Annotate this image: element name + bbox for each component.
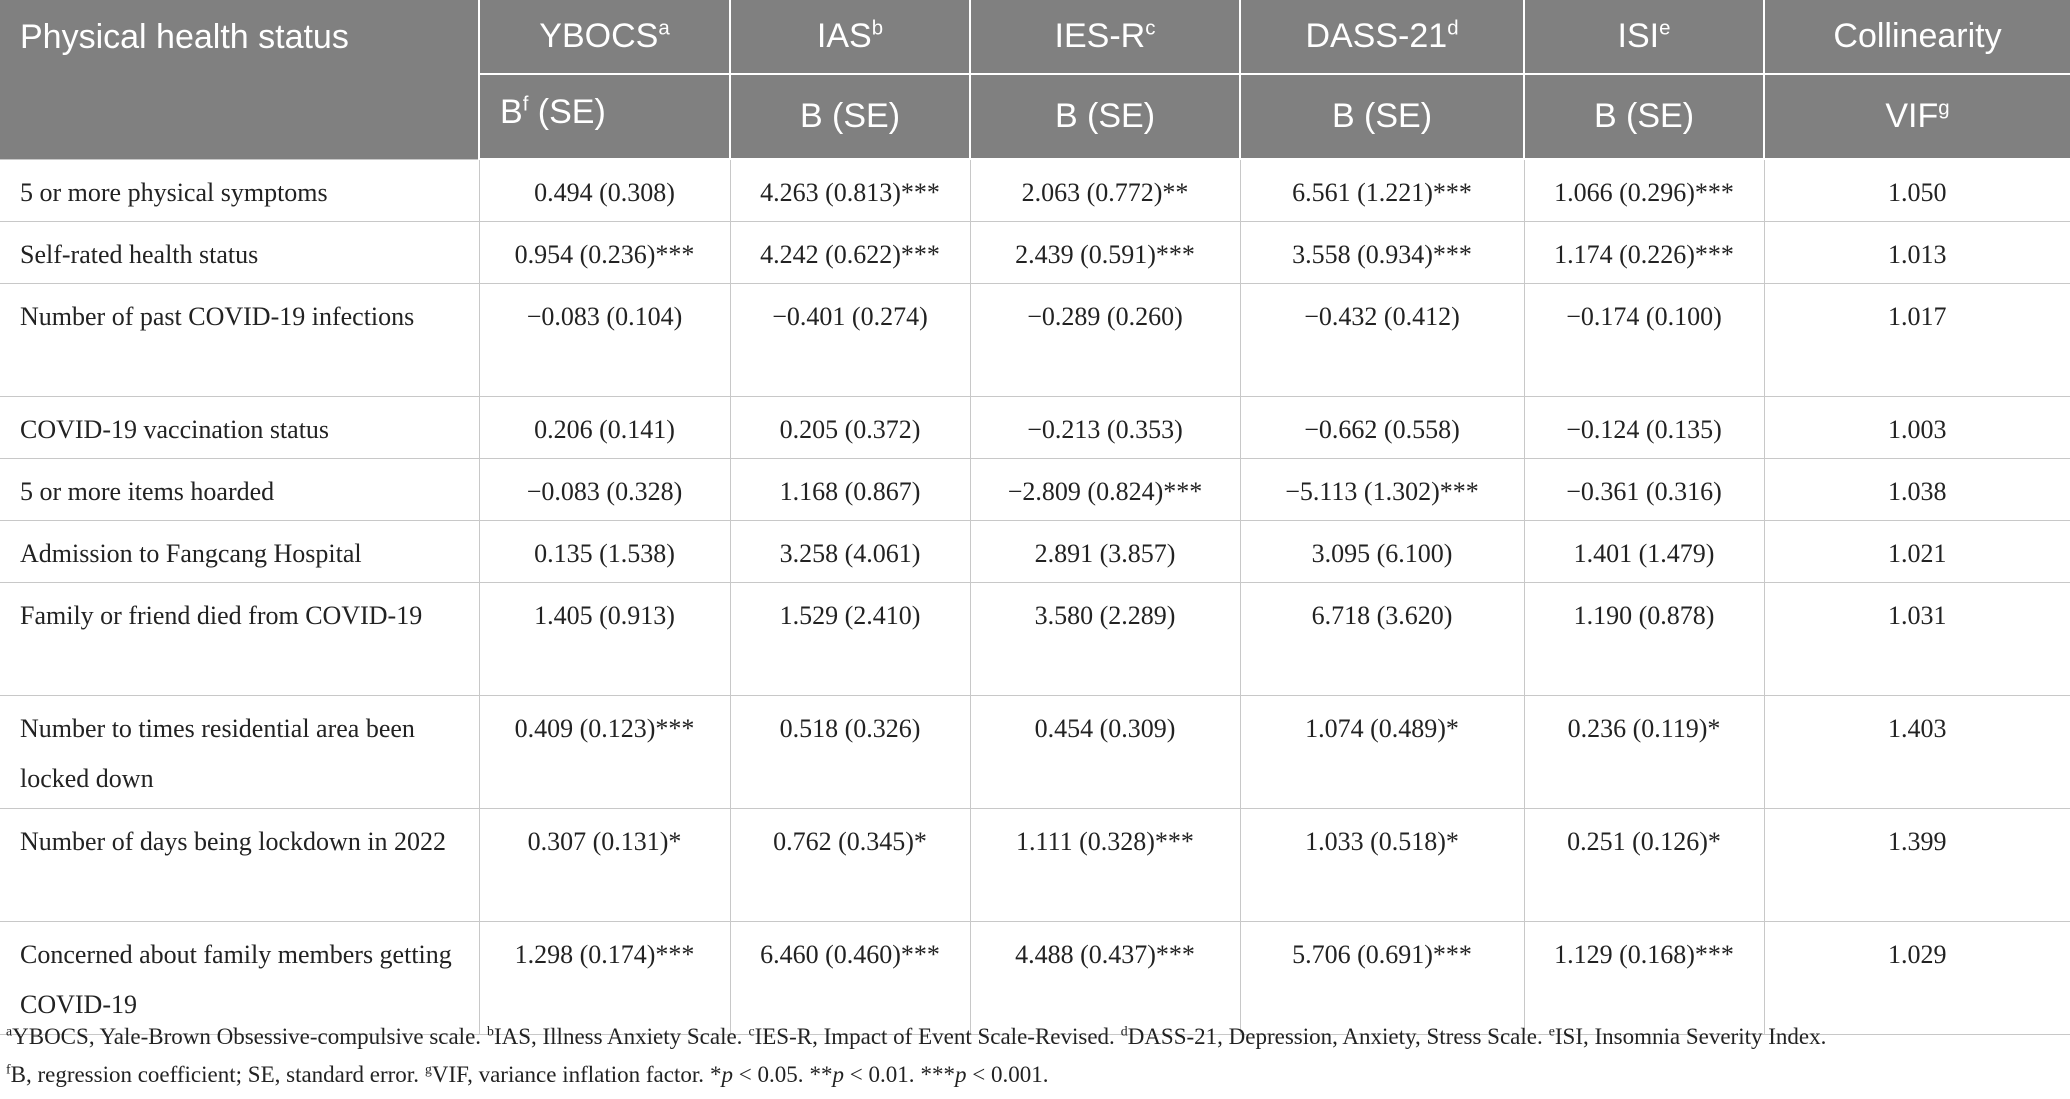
table-cell: 4.242 (0.622)*** (730, 222, 970, 284)
table-cell: 0.762 (0.345)* (730, 809, 970, 922)
table-cell: 1.017 (1764, 284, 2070, 397)
table-cell: −0.289 (0.260) (970, 284, 1240, 397)
table-cell: 5.706 (0.691)*** (1240, 922, 1524, 1035)
table-cell: 1.111 (0.328)*** (970, 809, 1240, 922)
table-cell: 1.029 (1764, 922, 2070, 1035)
footnote-text: ISI, Insomnia Severity Index. (1554, 1024, 1827, 1049)
table-cell: 0.454 (0.309) (970, 696, 1240, 809)
header-dass-21: DASS-21$^d$ (1240, 0, 1524, 74)
significance-stars: *** (920, 1062, 955, 1087)
table-footnotes (6, 1018, 2066, 1094)
table-cell: 6.460 (0.460)*** (730, 922, 970, 1035)
significance-stars: * (710, 1062, 722, 1087)
row-label: Admission to Fangcang Hospital (0, 521, 479, 583)
table-cell: 6.561 (1.221)*** (1240, 159, 1524, 222)
table-row (0, 159, 2070, 222)
subheader-isi-b-se: B (SE) (1524, 74, 1764, 159)
row-label: 5 or more physical symptoms (0, 159, 479, 222)
table-cell: −0.401 (0.274) (730, 284, 970, 397)
table-cell: 1.003 (1764, 397, 2070, 459)
table-cell: 1.399 (1764, 809, 2070, 922)
footnote-line-abbreviations (6, 1018, 2066, 1056)
table-cell: 1.298 (0.174)*** (479, 922, 730, 1035)
table-cell: 3.558 (0.934)*** (1240, 222, 1524, 284)
significance-threshold: < 0.05. (733, 1062, 804, 1087)
row-label: 5 or more items hoarded (0, 459, 479, 521)
table-cell: 1.401 (1.479) (1524, 521, 1764, 583)
row-label: Self-rated health status (0, 222, 479, 284)
subheader-dass-21-b-se: B (SE) (1240, 74, 1524, 159)
row-label: Number of days being lockdown in 2022 (0, 809, 479, 922)
table-cell: 0.494 (0.308) (479, 159, 730, 222)
table-cell: 0.205 (0.372) (730, 397, 970, 459)
footnote-marker: f (6, 1061, 11, 1077)
table-cell: 1.066 (0.296)*** (1524, 159, 1764, 222)
table-cell: 1.405 (0.913) (479, 583, 730, 696)
row-label: COVID-19 vaccination status (0, 397, 479, 459)
table-row (0, 284, 2070, 397)
significance-threshold: < 0.001. (966, 1062, 1049, 1087)
footnote-text: B, regression coefficient; SE, standard error. (10, 1062, 419, 1087)
footnote-marker: d (1120, 1023, 1128, 1039)
table-cell: 1.013 (1764, 222, 2070, 284)
table-cell: 0.518 (0.326) (730, 696, 970, 809)
table-cell: 1.403 (1764, 696, 2070, 809)
table-cell: 3.258 (4.061) (730, 521, 970, 583)
table-cell: −0.361 (0.316) (1524, 459, 1764, 521)
row-label: Number to times residential area been locked down (0, 696, 479, 809)
table-cell: 4.488 (0.437)*** (970, 922, 1240, 1035)
table-cell: 1.021 (1764, 521, 2070, 583)
table-cell: 1.074 (0.489)* (1240, 696, 1524, 809)
table-cell: 1.190 (0.878) (1524, 583, 1764, 696)
table-cell: −0.662 (0.558) (1240, 397, 1524, 459)
table-cell: 1.129 (0.168)*** (1524, 922, 1764, 1035)
table-cell: 3.095 (6.100) (1240, 521, 1524, 583)
table-cell: 1.038 (1764, 459, 2070, 521)
row-label: Family or friend died from COVID-19 (0, 583, 479, 696)
subheader-vif: VIF$^g$ (1764, 74, 2070, 159)
table-cell: 0.206 (0.141) (479, 397, 730, 459)
table-cell: 1.174 (0.226)*** (1524, 222, 1764, 284)
header-collinearity: Collinearity (1764, 0, 2070, 74)
table-cell: 1.050 (1764, 159, 2070, 222)
footnote-text: YBOCS, Yale-Brown Obsessive-compulsive scale. (12, 1024, 482, 1049)
header-ias: IAS$^b$ (730, 0, 970, 74)
p-symbol: p (954, 1062, 967, 1087)
header-ies-r: IES-$R^c$ (970, 0, 1240, 74)
table-cell: −0.174 (0.100) (1524, 284, 1764, 397)
row-label: Concerned about family members getting COVID-19 (0, 922, 479, 1035)
table-cell: 1.031 (1764, 583, 2070, 696)
table-row (0, 696, 2070, 809)
footnote-marker: e (1548, 1023, 1555, 1039)
table-body (0, 159, 2070, 1035)
subheader-ies-r-b-se: B (SE) (970, 74, 1240, 159)
table-cell: 6.718 (3.620) (1240, 583, 1524, 696)
table-cell: 1.168 (0.867) (730, 459, 970, 521)
table-cell: 4.263 (0.813)*** (730, 159, 970, 222)
table-row (0, 459, 2070, 521)
header-ybocs: YBOCS$^a$ (479, 0, 730, 74)
table-cell: 2.439 (0.591)*** (970, 222, 1240, 284)
header-physical-health-status: Physical health status (0, 0, 479, 159)
p-symbol: p (832, 1062, 844, 1087)
table-header (0, 0, 2070, 159)
significance-threshold: < 0.01. (843, 1062, 915, 1087)
table-cell: 0.954 (0.236)*** (479, 222, 730, 284)
table-row (0, 583, 2070, 696)
table-cell: 1.033 (0.518)* (1240, 809, 1524, 922)
table-cell: −0.213 (0.353) (970, 397, 1240, 459)
table-cell: 0.236 (0.119)* (1524, 696, 1764, 809)
table-cell: −0.124 (0.135) (1524, 397, 1764, 459)
table-row (0, 521, 2070, 583)
footnote-text: IES-R, Impact of Event Scale-Revised. (754, 1024, 1115, 1049)
row-label: Number of past COVID-19 infections (0, 284, 479, 397)
table-row (0, 222, 2070, 284)
table-cell: 3.580 (2.289) (970, 583, 1240, 696)
table-cell: 0.307 (0.131)* (479, 809, 730, 922)
subheader-ybocs-b-se: $B^f$ (SE) (479, 74, 730, 159)
subheader-ias-b-se: B (SE) (730, 74, 970, 159)
footnote-line-statistics (6, 1056, 2066, 1094)
footnote-text: VIF, variance inflation factor. (431, 1062, 704, 1087)
table-cell: −0.083 (0.104) (479, 284, 730, 397)
footnote-marker: b (487, 1023, 494, 1039)
table-row (0, 809, 2070, 922)
footnote-marker: g (424, 1061, 432, 1077)
table-row (0, 397, 2070, 459)
table-cell: 2.891 (3.857) (970, 521, 1240, 583)
table-cell: −0.432 (0.412) (1240, 284, 1524, 397)
footnote-text: IAS, Illness Anxiety Scale. (493, 1024, 743, 1049)
table-cell: −5.113 (1.302)*** (1240, 459, 1524, 521)
footnote-marker: c (748, 1023, 755, 1039)
p-symbol: p (721, 1062, 733, 1087)
table-cell: −0.083 (0.328) (479, 459, 730, 521)
table-cell: 2.063 (0.772)** (970, 159, 1240, 222)
footnote-marker: a (6, 1023, 13, 1039)
table-cell: 0.251 (0.126)* (1524, 809, 1764, 922)
table-cell: 0.409 (0.123)*** (479, 696, 730, 809)
table-cell: 1.529 (2.410) (730, 583, 970, 696)
table-cell: 0.135 (1.538) (479, 521, 730, 583)
table-cell: −2.809 (0.824)*** (970, 459, 1240, 521)
significance-stars: ** (809, 1062, 833, 1087)
header-isi: ISI$^e$ (1524, 0, 1764, 74)
footnote-text: DASS-21, Depression, Anxiety, Stress Scale. (1127, 1024, 1543, 1049)
